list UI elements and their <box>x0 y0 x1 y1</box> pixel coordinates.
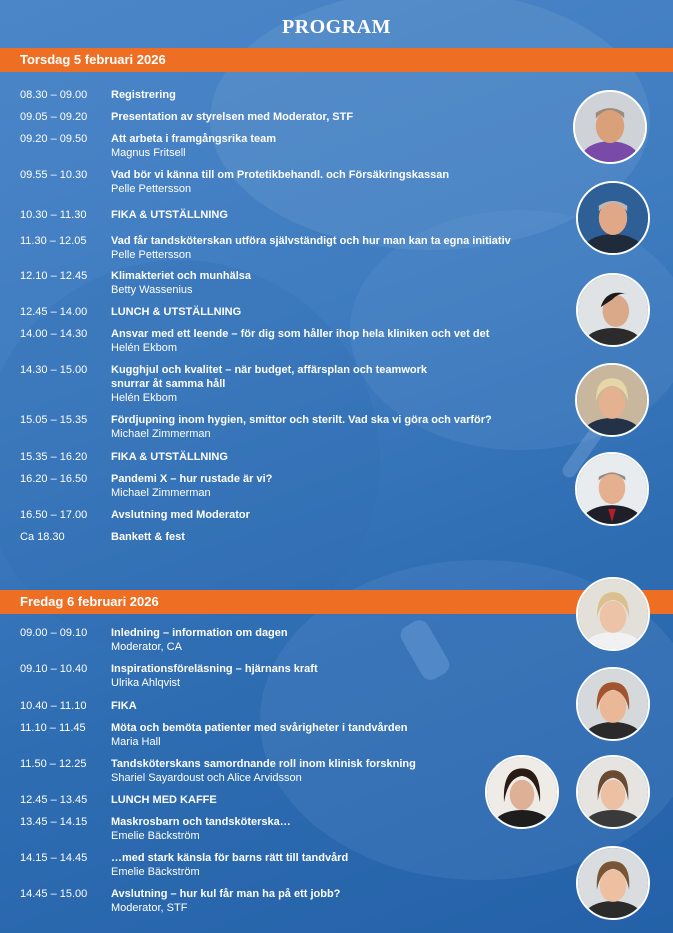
row-topic-continued: snurrar åt samma håll <box>111 378 226 390</box>
row-time: 11.10 – 11.45 <box>20 722 86 734</box>
row-topic: Inledning – information om dagen <box>111 627 288 639</box>
day-heading-friday: Fredag 6 februari 2026 <box>0 590 673 614</box>
row-topic: FIKA & UTSTÄLLNING <box>111 451 228 463</box>
row-time: 12.10 – 12.45 <box>20 270 88 282</box>
row-speaker: Helén Ekbom <box>111 392 178 404</box>
speaker-portrait <box>575 363 649 437</box>
row-topic: Avslutning – hur kul får man ha på ett jobb? <box>111 888 341 900</box>
row-speaker: Shariel Sayardoust och Alice Arvidsson <box>111 772 302 784</box>
row-time: 12.45 – 14.00 <box>20 306 88 318</box>
row-time: 09.05 – 09.20 <box>20 111 88 123</box>
row-topic: FIKA & UTSTÄLLNING <box>111 209 228 221</box>
row-speaker: Helén Ekbom <box>111 342 178 354</box>
row-time: 15.05 – 15.35 <box>20 414 88 426</box>
row-speaker: Moderator, STF <box>111 902 188 914</box>
row-time: 14.00 – 14.30 <box>20 328 88 340</box>
row-time: 09.00 – 09.10 <box>20 627 88 639</box>
row-topic: Vad får tandsköterskan utföra självständigt och hur man kan ta egna initiativ <box>111 235 511 247</box>
row-topic: Avslutning med Moderator <box>111 509 250 521</box>
row-topic: Tandsköterskans samordnande roll inom klinisk forskning <box>111 758 416 770</box>
row-topic: Registrering <box>111 89 176 101</box>
row-speaker: Betty Wassenius <box>111 284 193 296</box>
row-time: 15.35 – 16.20 <box>20 451 88 463</box>
speaker-portrait <box>485 755 559 829</box>
speaker-portrait <box>576 667 650 741</box>
row-speaker: Maria Hall <box>111 736 161 748</box>
row-speaker: Michael Zimmerman <box>111 487 211 499</box>
row-time: 12.45 – 13.45 <box>20 794 88 806</box>
row-topic: Vad bör vi känna till om Protetikbehandl. och Försäkringskassan <box>111 169 450 181</box>
row-topic: Att arbeta i framgångsrika team <box>111 133 277 145</box>
row-speaker: Pelle Pettersson <box>111 249 192 261</box>
row-topic: Kugghjul och kvalitet – när budget, affärsplan och teamwork <box>111 364 427 376</box>
row-topic: …med stark känsla för barns rätt till tandvård <box>111 852 349 864</box>
row-topic: Ansvar med ett leende – för dig som håller ihop hela kliniken och vet det <box>111 328 490 340</box>
speaker-portrait <box>575 452 649 526</box>
row-time: 14.15 – 14.45 <box>20 852 88 864</box>
row-time: 11.50 – 12.25 <box>20 758 87 770</box>
row-topic: Pandemi X – hur rustade är vi? <box>111 473 273 485</box>
row-time: 16.20 – 16.50 <box>20 473 88 485</box>
row-speaker: Ulrika Ahlqvist <box>111 677 181 689</box>
row-time: 09.55 – 10.30 <box>20 169 88 181</box>
row-time: 16.50 – 17.00 <box>20 509 88 521</box>
row-time: 08.30 – 09.00 <box>20 89 88 101</box>
speaker-portrait <box>576 846 650 920</box>
day-heading-thursday: Torsdag 5 februari 2026 <box>0 48 673 72</box>
row-speaker: Emelie Bäckström <box>111 830 200 842</box>
row-time: 09.10 – 10.40 <box>20 663 88 675</box>
page-title: PROGRAM <box>281 16 392 38</box>
row-topic: Bankett & fest <box>111 531 185 543</box>
row-time: 10.30 – 11.30 <box>20 209 87 221</box>
speaker-portrait <box>576 273 650 347</box>
speaker-portrait <box>573 90 647 164</box>
speaker-portrait <box>576 181 650 255</box>
row-time: 11.30 – 12.05 <box>20 235 87 247</box>
row-time: 10.40 – 11.10 <box>20 700 87 712</box>
row-topic: Inspirationsföreläsning – hjärnans kraft <box>111 663 318 675</box>
row-speaker: Pelle Pettersson <box>111 183 192 195</box>
row-topic: Klimakteriet och munhälsa <box>111 270 251 282</box>
row-time: 09.20 – 09.50 <box>20 133 88 145</box>
row-speaker: Magnus Fritsell <box>111 147 186 159</box>
row-speaker: Michael Zimmerman <box>111 428 211 440</box>
speaker-portrait <box>576 755 650 829</box>
row-topic: Maskrosbarn och tandsköterska… <box>111 816 291 828</box>
row-time: 14.45 – 15.00 <box>20 888 88 900</box>
row-topic: LUNCH & UTSTÄLLNING <box>111 306 242 318</box>
row-topic: FIKA <box>111 700 137 712</box>
row-topic: Presentation av styrelsen med Moderator, STF <box>111 111 354 123</box>
row-time: 14.30 – 15.00 <box>20 364 88 376</box>
row-topic: Fördjupning inom hygien, smittor och sterilt. Vad ska vi göra och varför? <box>111 414 492 426</box>
row-topic: LUNCH MED KAFFE <box>111 794 217 806</box>
row-time: 13.45 – 14.15 <box>20 816 88 828</box>
row-topic: Möta och bemöta patienter med svårigheter i tandvården <box>111 722 408 734</box>
row-speaker: Emelie Bäckström <box>111 866 200 878</box>
speaker-portrait <box>576 577 650 651</box>
row-time: Ca 18.30 <box>20 531 65 543</box>
row-speaker: Moderator, CA <box>111 641 182 653</box>
